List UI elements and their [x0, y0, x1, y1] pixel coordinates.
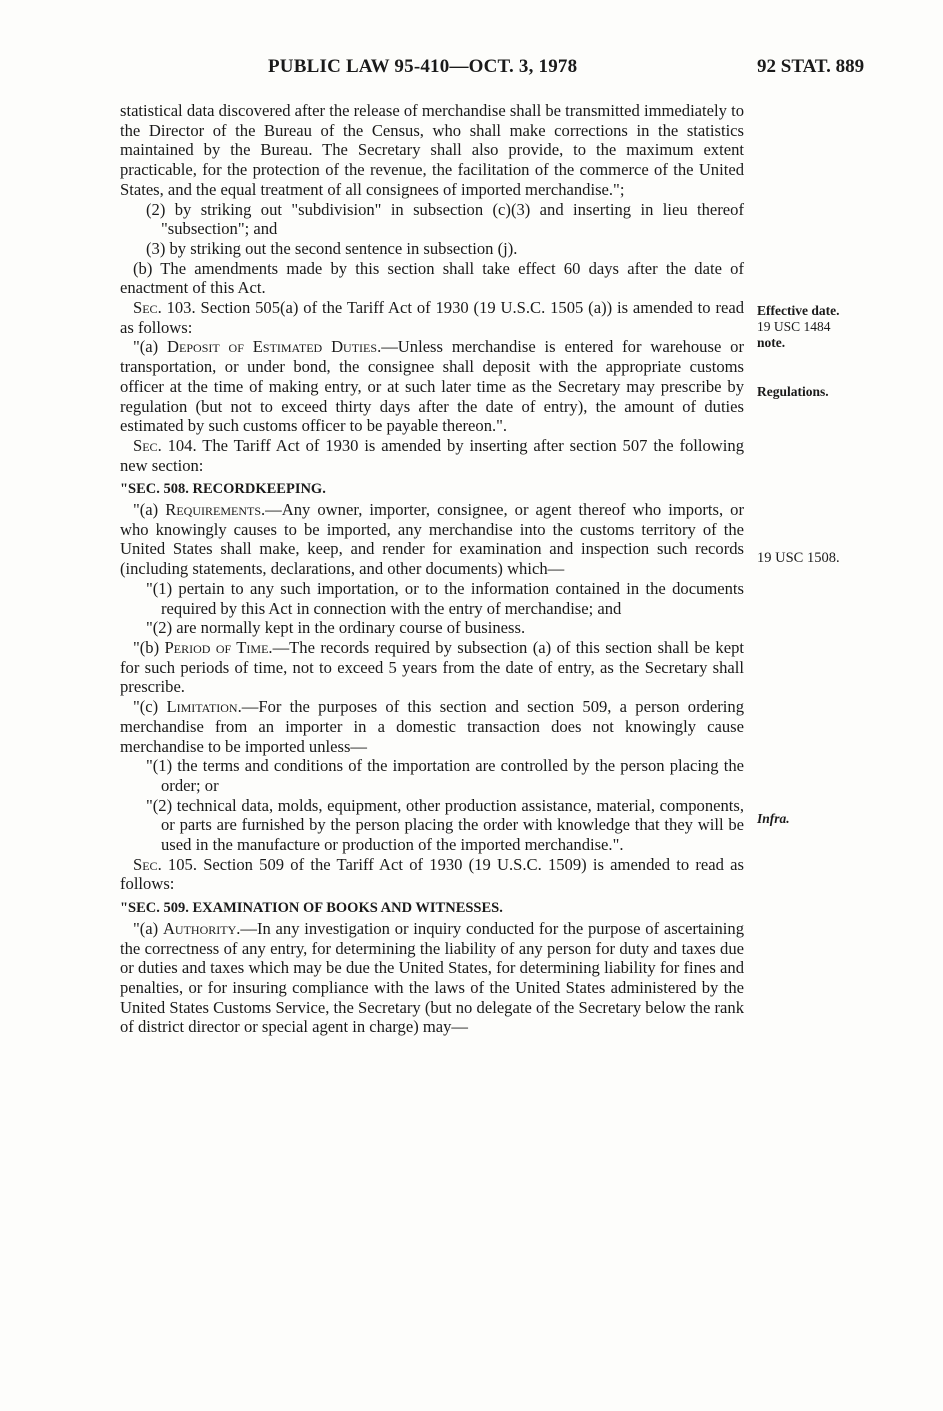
paragraph-authority — [120, 919, 744, 1037]
sec-label: Sec. — [133, 854, 162, 874]
section-508-heading: "SEC. 508. RECORDKEEPING. — [120, 481, 326, 498]
margin-note-text: note. — [757, 335, 786, 350]
open-mark: "(c) — [133, 697, 167, 717]
section-509-heading: "SEC. 509. EXAMINATION OF BOOKS AND WITNESSES. — [120, 900, 503, 917]
open-mark: "(a) — [133, 337, 168, 357]
paragraph-item-3: (3) by striking out the second sentence in subsection (j). — [146, 238, 518, 258]
subhead-authority: Authority — [162, 918, 237, 938]
open-mark: "(b) — [133, 637, 165, 657]
margin-effective-date-text: Effective date. — [757, 303, 840, 318]
paragraph-item-2: (2) by striking out "subdivision" in subsection (c)(3) and inserting in lieu thereof "subsection"; and — [146, 199, 744, 239]
document-body — [120, 101, 744, 1037]
sec-label: Sec. — [133, 298, 162, 318]
section-103-text: 103. Section 505(a) of the Tariff Act of 1930 (19 U.S.C. 1505 (a)) is amended to read as follows: — [120, 298, 744, 337]
margin-note-infra: Infra. — [757, 811, 790, 826]
paragraph-deposit — [120, 337, 744, 436]
margin-note-effective-date — [757, 303, 839, 351]
paragraph-b-effective: (b) The amendments made by this section shall take effect 60 days after the date of enactment of this Act. — [120, 258, 744, 298]
margin-usc-1484-text: 19 USC 1484 — [757, 319, 831, 334]
section-105-text: 105. Section 509 of the Tariff Act of 1930 (19 U.S.C. 1509) is amended to read as follows: — [120, 854, 744, 894]
subhead-requirements: Requirements — [165, 500, 261, 520]
open-mark: "(a) — [133, 500, 166, 520]
section-104-text: 104. The Tariff Act of 1930 is amended by inserting after section 507 the following new section: — [120, 435, 744, 475]
section-104 — [120, 436, 744, 475]
paragraph-period-text: .—The records required by subsection (a) of this section shall be kept for such periods of time, not to exceed 5 years from the date of entry, as the Secretary shall prescribe. — [120, 637, 744, 697]
subhead-deposit: Deposit of Estimated Duties — [167, 337, 378, 357]
paragraph-requirements-2: "(2) are normally kept in the ordinary course of business. — [146, 618, 526, 638]
paragraph-requirements-1: "(1) pertain to any such importation, or to the information contained in the documents required by this Act in connection with the entry of merchandise; and — [146, 578, 744, 618]
page-header — [0, 56, 943, 84]
paragraph-authority-text: .—In any investigation or inquiry conducted for the purpose of ascertaining the correctness of any entry, for determining the liability of any person for duty and taxes due or duties and taxes which may be due the United States, for determining liability for fines and penalties, or for insuring compliance with the laws of the United States administered by the United States Customs Service, the Secretary (but no delegate of the Secretary below the rank of district director or special agent in charge) may— — [120, 918, 744, 1037]
margin-note-usc-1508: 19 USC 1508. — [757, 550, 840, 566]
margin-note-regulations: Regulations. — [757, 384, 829, 399]
subhead-period: Period of Time — [164, 637, 269, 657]
paragraph-limitation — [120, 697, 744, 756]
section-105 — [120, 855, 744, 894]
subhead-limitation: Limitation — [166, 697, 238, 717]
paragraph-limitation-2: "(2) technical data, molds, equipment, other production assistance, material, components, or parts are furnished by the person placing the order with knowledge that they will be used in the manufacture or production of the imported merchandise.". — [146, 795, 744, 855]
paragraph-requirements — [120, 500, 744, 579]
stat-page-number: 92 STAT. 889 — [757, 56, 865, 77]
paragraph-requirements-text: .—Any owner, importer, consignee, or agent thereof who imports, or who knowingly causes to be imported, any merchandise into the customs territory of the United States shall make, keep, and render for examination and inspection such records (including statements, declarations, and other documents) which— — [120, 500, 744, 579]
paragraph-continued: statistical data discovered after the release of merchandise shall be transmitted immediately to the Director of the Bureau of the Census, who shall make corrections in the statistics maintained by the Bureau. The Secretary shall also provide, to the maximum extent practicable, for the protection of the revenue, the facilitation of the commerce of the United States, and the equal treatment of all consignees of imported merchandise."; — [120, 101, 744, 199]
paragraph-deposit-text: .—Unless merchandise is entered for warehouse or transportation, or under bond, the consignee shall deposit with the appropriate customs officer at the time of making entry, or at such later time as the Secretary may prescribe by regulation (but not to exceed thirty days after the date of entry), the amount of duties estimated by such customs officer to be payable thereon.". — [120, 337, 744, 436]
paragraph-limitation-text: .—For the purposes of this section and section 509, a person ordering merchandise from an importer in a domestic transaction does not knowingly cause merchandise to be imported unless— — [120, 697, 744, 756]
sec-label: Sec. — [133, 435, 162, 455]
paragraph-limitation-1: "(1) the terms and conditions of the importation are controlled by the person placing the order; or — [146, 756, 744, 795]
section-103 — [120, 298, 744, 337]
paragraph-period — [120, 638, 744, 697]
open-mark: "(a) — [133, 918, 163, 938]
law-title: PUBLIC LAW 95-410—OCT. 3, 1978 — [268, 56, 578, 77]
